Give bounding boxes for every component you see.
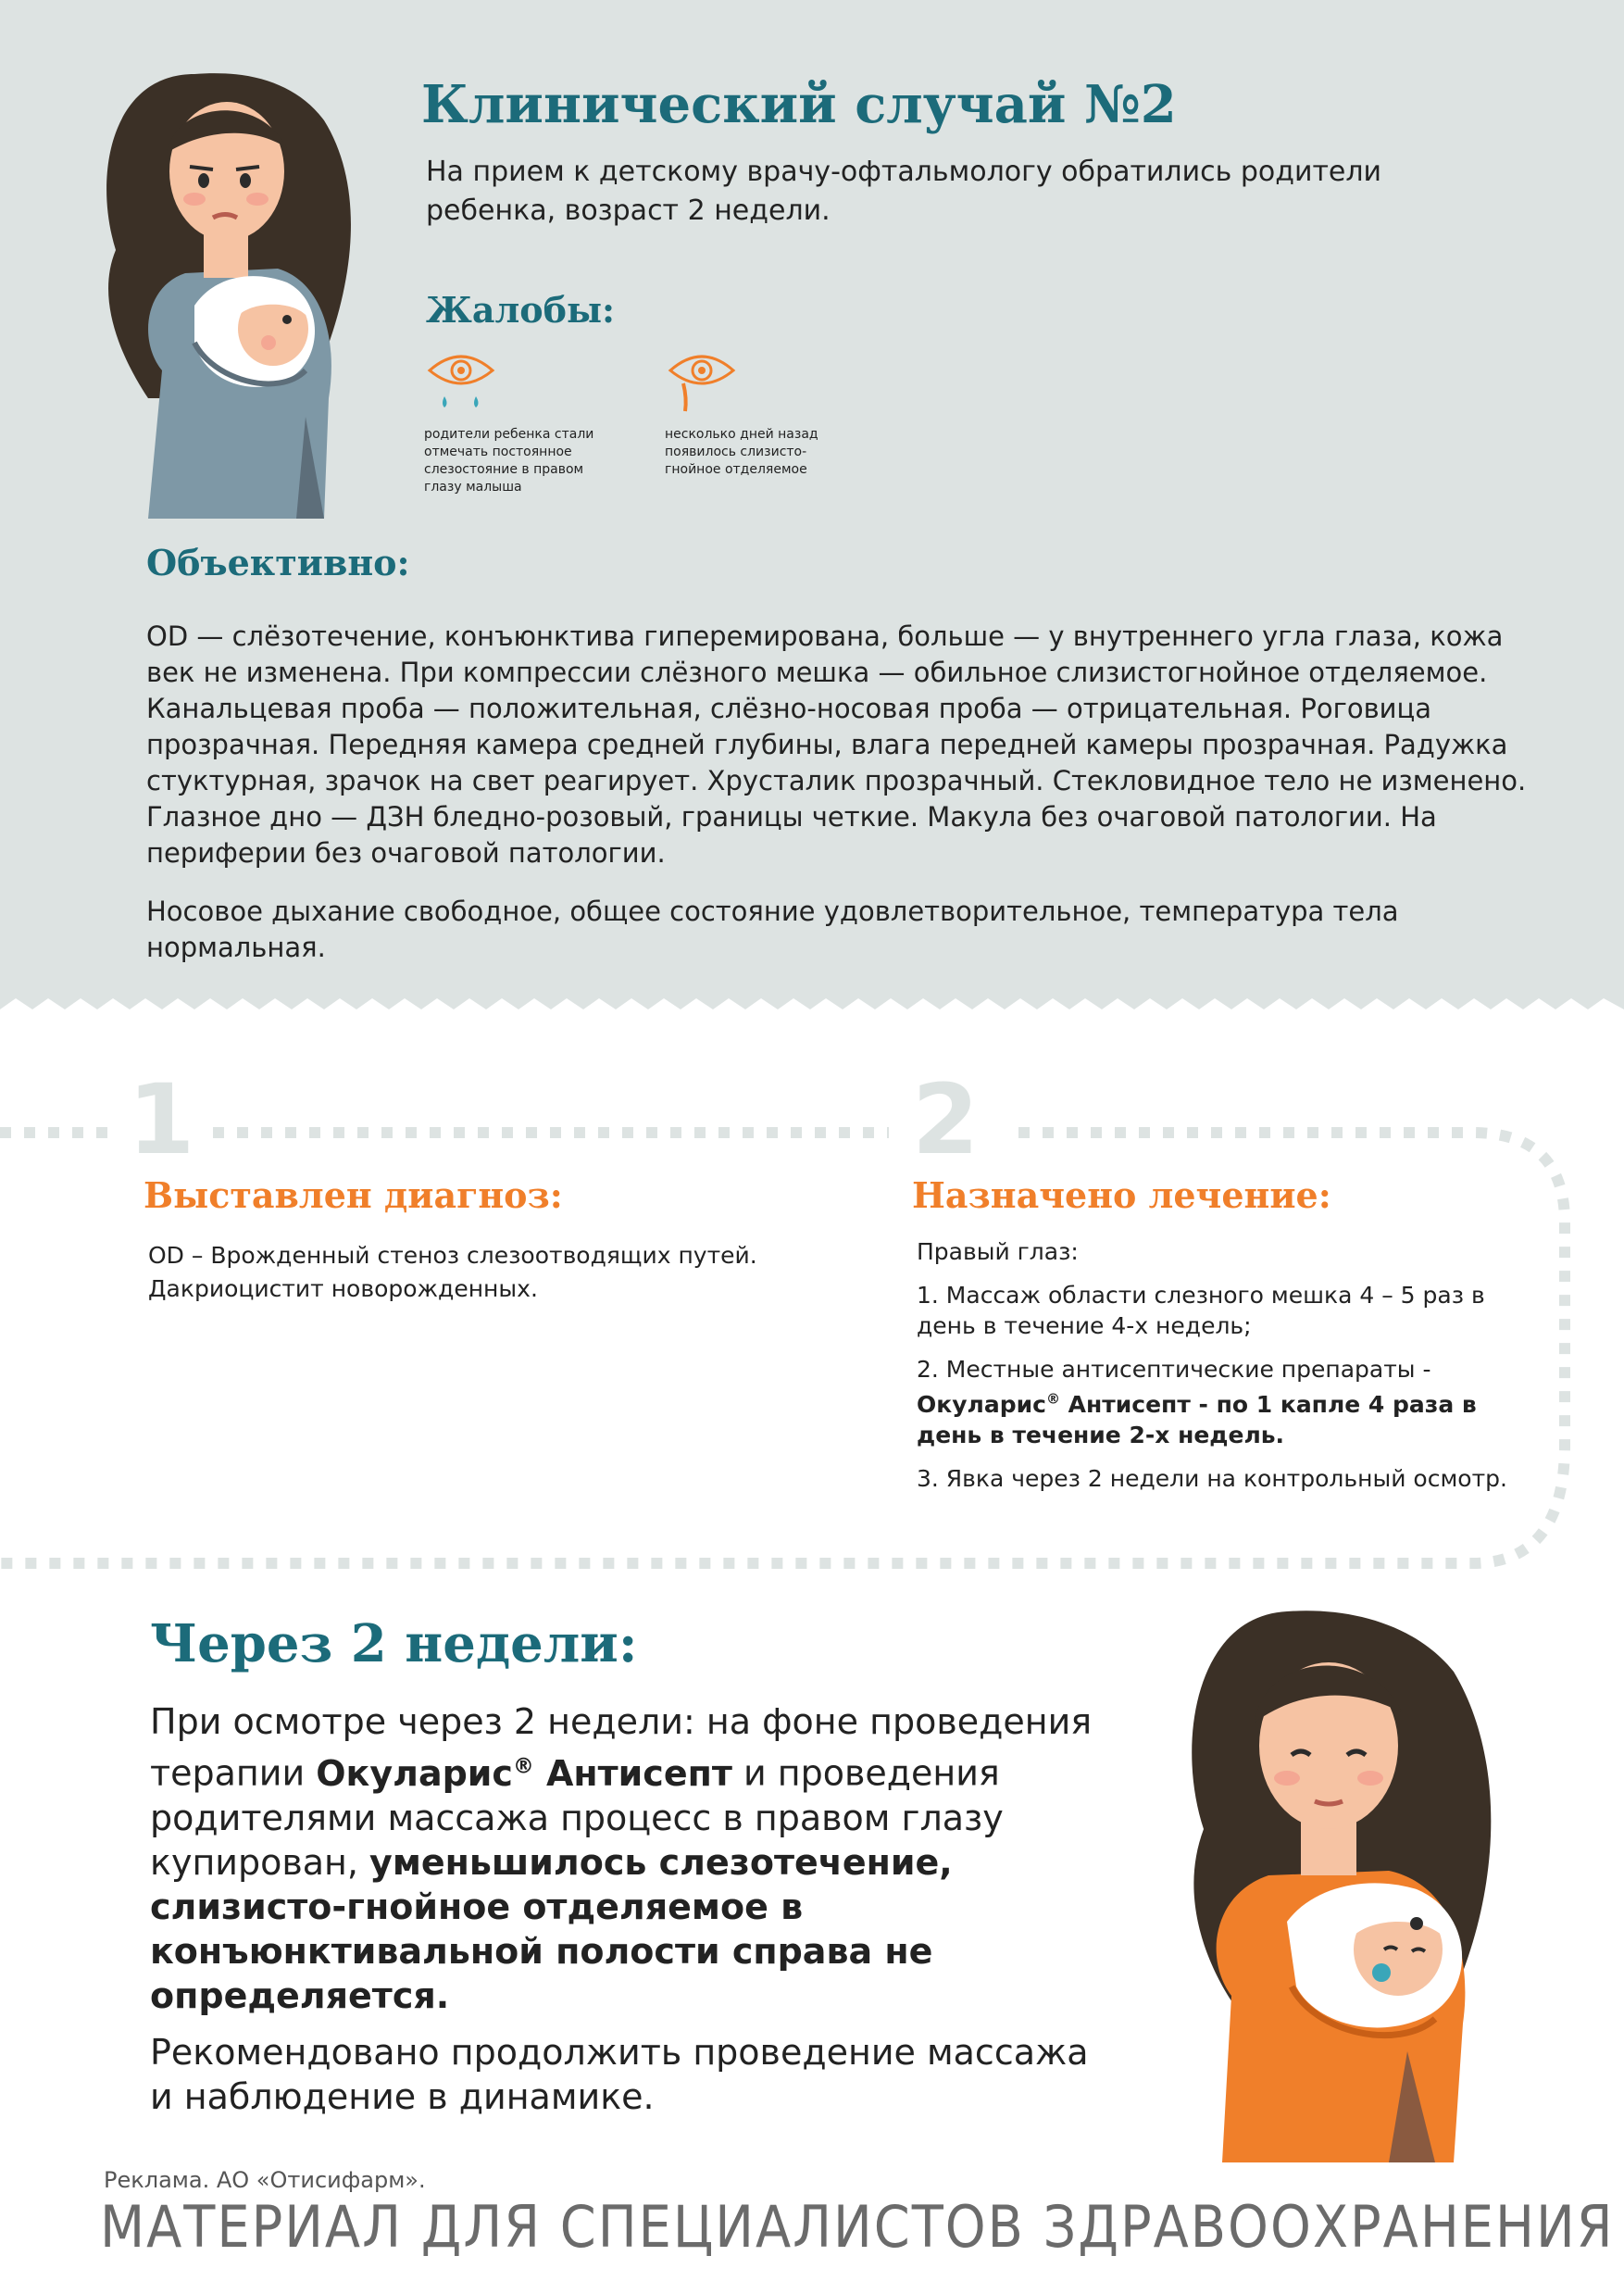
step-number-2: 2 bbox=[912, 1063, 980, 1176]
treatment-item-1: 1. Массаж области слезного мешка 4 – 5 раз в день в течение 4-х недель; bbox=[917, 1282, 1485, 1339]
discharge-eye-icon bbox=[665, 343, 739, 417]
treatment-brand-tail: Антисепт bbox=[1059, 1391, 1191, 1419]
page-title: Клинический случай №2 bbox=[421, 74, 1177, 135]
step-number-1: 1 bbox=[128, 1063, 195, 1176]
treatment-brand: Окуларис bbox=[917, 1391, 1046, 1419]
complaint-text: родители ребенка стали отмечать постоянное слезостояние в правом глазу малыша bbox=[424, 427, 594, 495]
follow-up-text bbox=[150, 1699, 1122, 2018]
follow-up-text-1: При осмотре через 2 недели: на фоне проведения терапии bbox=[150, 1701, 1093, 1794]
follow-up-text-2: и проведения родителями массажа процесс в правом глазу купирован, bbox=[150, 1752, 1004, 1883]
diagnosis-heading: Выставлен диагноз: bbox=[144, 1174, 563, 1216]
treatment-eye: Правый глаз: bbox=[917, 1238, 1079, 1265]
objective-text: OD — слёзотечение, конъюнктива гиперемирована, больше — у внутреннего угла глаза, кожа век не изменена. При компрессии слёзного мешка — обильное слизистогнойное отделяемое. Канальцевая проба — положительная, слёзно-носовая проба — отрицательная. Роговица прозрачная. Передняя камера средней глубины, влага передней камеры прозрачная. Радужка стуктурная, зрачок на свет реагирует. Хрусталик прозрачный. Стекловидное тело не изменено. Глазное дно — ДЗН бледно-розовый, границы четкие. Макула без очаговой патологии. На периферии без очаговой патологии. bbox=[146, 620, 1527, 869]
follow-up-text-bold: уменьшилось слезотечение, слизисто-гнойное отделяемое в конъюнктивальной полости справа не определяется. bbox=[150, 1841, 953, 2016]
objective-heading: Объективно: bbox=[146, 542, 410, 583]
tearing-eye-icon bbox=[424, 343, 498, 417]
follow-up-brand-tail: Антисепт bbox=[533, 1752, 732, 1794]
treatment-item-2-prefix: 2. Местные антисептические препараты - bbox=[917, 1356, 1431, 1383]
registered-mark: ® bbox=[512, 1754, 534, 1778]
follow-up-brand: Окуларис bbox=[316, 1752, 513, 1794]
treatment-item-3: 3. Явка через 2 недели на контрольный осмотр. bbox=[917, 1465, 1507, 1493]
recommendation-text: Рекомендовано продолжить проведение массажа и наблюдение в динамике. bbox=[150, 2032, 1089, 2117]
breathing-text: Носовое дыхание свободное, общее состояние удовлетворительное, температура тела нормальная. bbox=[146, 896, 1399, 963]
intro-text: На прием к детскому врачу-офтальмологу обратились родители ребенка, возраст 2 недели. bbox=[426, 156, 1382, 227]
treatment-item-2 bbox=[917, 1354, 1509, 1450]
treatment-heading: Назначено лечение: bbox=[912, 1174, 1331, 1216]
ad-note: Реклама. АО «Отисифарм». bbox=[104, 2167, 426, 2193]
complaint-item bbox=[424, 343, 618, 496]
mother-with-baby-illustration bbox=[74, 65, 380, 519]
complaints-heading: Жалобы: bbox=[426, 289, 616, 331]
complaint-item bbox=[665, 343, 859, 479]
treatment-dose: - по 1 капле 4 раза в день в течение 2-х недель. bbox=[917, 1391, 1477, 1449]
treatment-list bbox=[917, 1236, 1509, 1507]
mother-with-baby-orange-illustration bbox=[1139, 1607, 1528, 2162]
registered-mark: ® bbox=[1045, 1391, 1060, 1408]
follow-up-heading: Через 2 недели: bbox=[150, 1613, 638, 1674]
diagnosis-text: OD – Врожденный стеноз слезоотводящих путей. Дакриоцистит новорожденных. bbox=[148, 1242, 757, 1302]
complaint-text: несколько дней назад появилось слизисто-гнойное отделяемое bbox=[665, 427, 818, 477]
footer-banner: МАТЕРИАЛ ДЛЯ СПЕЦИАЛИСТОВ ЗДРАВООХРАНЕНИЯ bbox=[100, 2193, 1615, 2261]
